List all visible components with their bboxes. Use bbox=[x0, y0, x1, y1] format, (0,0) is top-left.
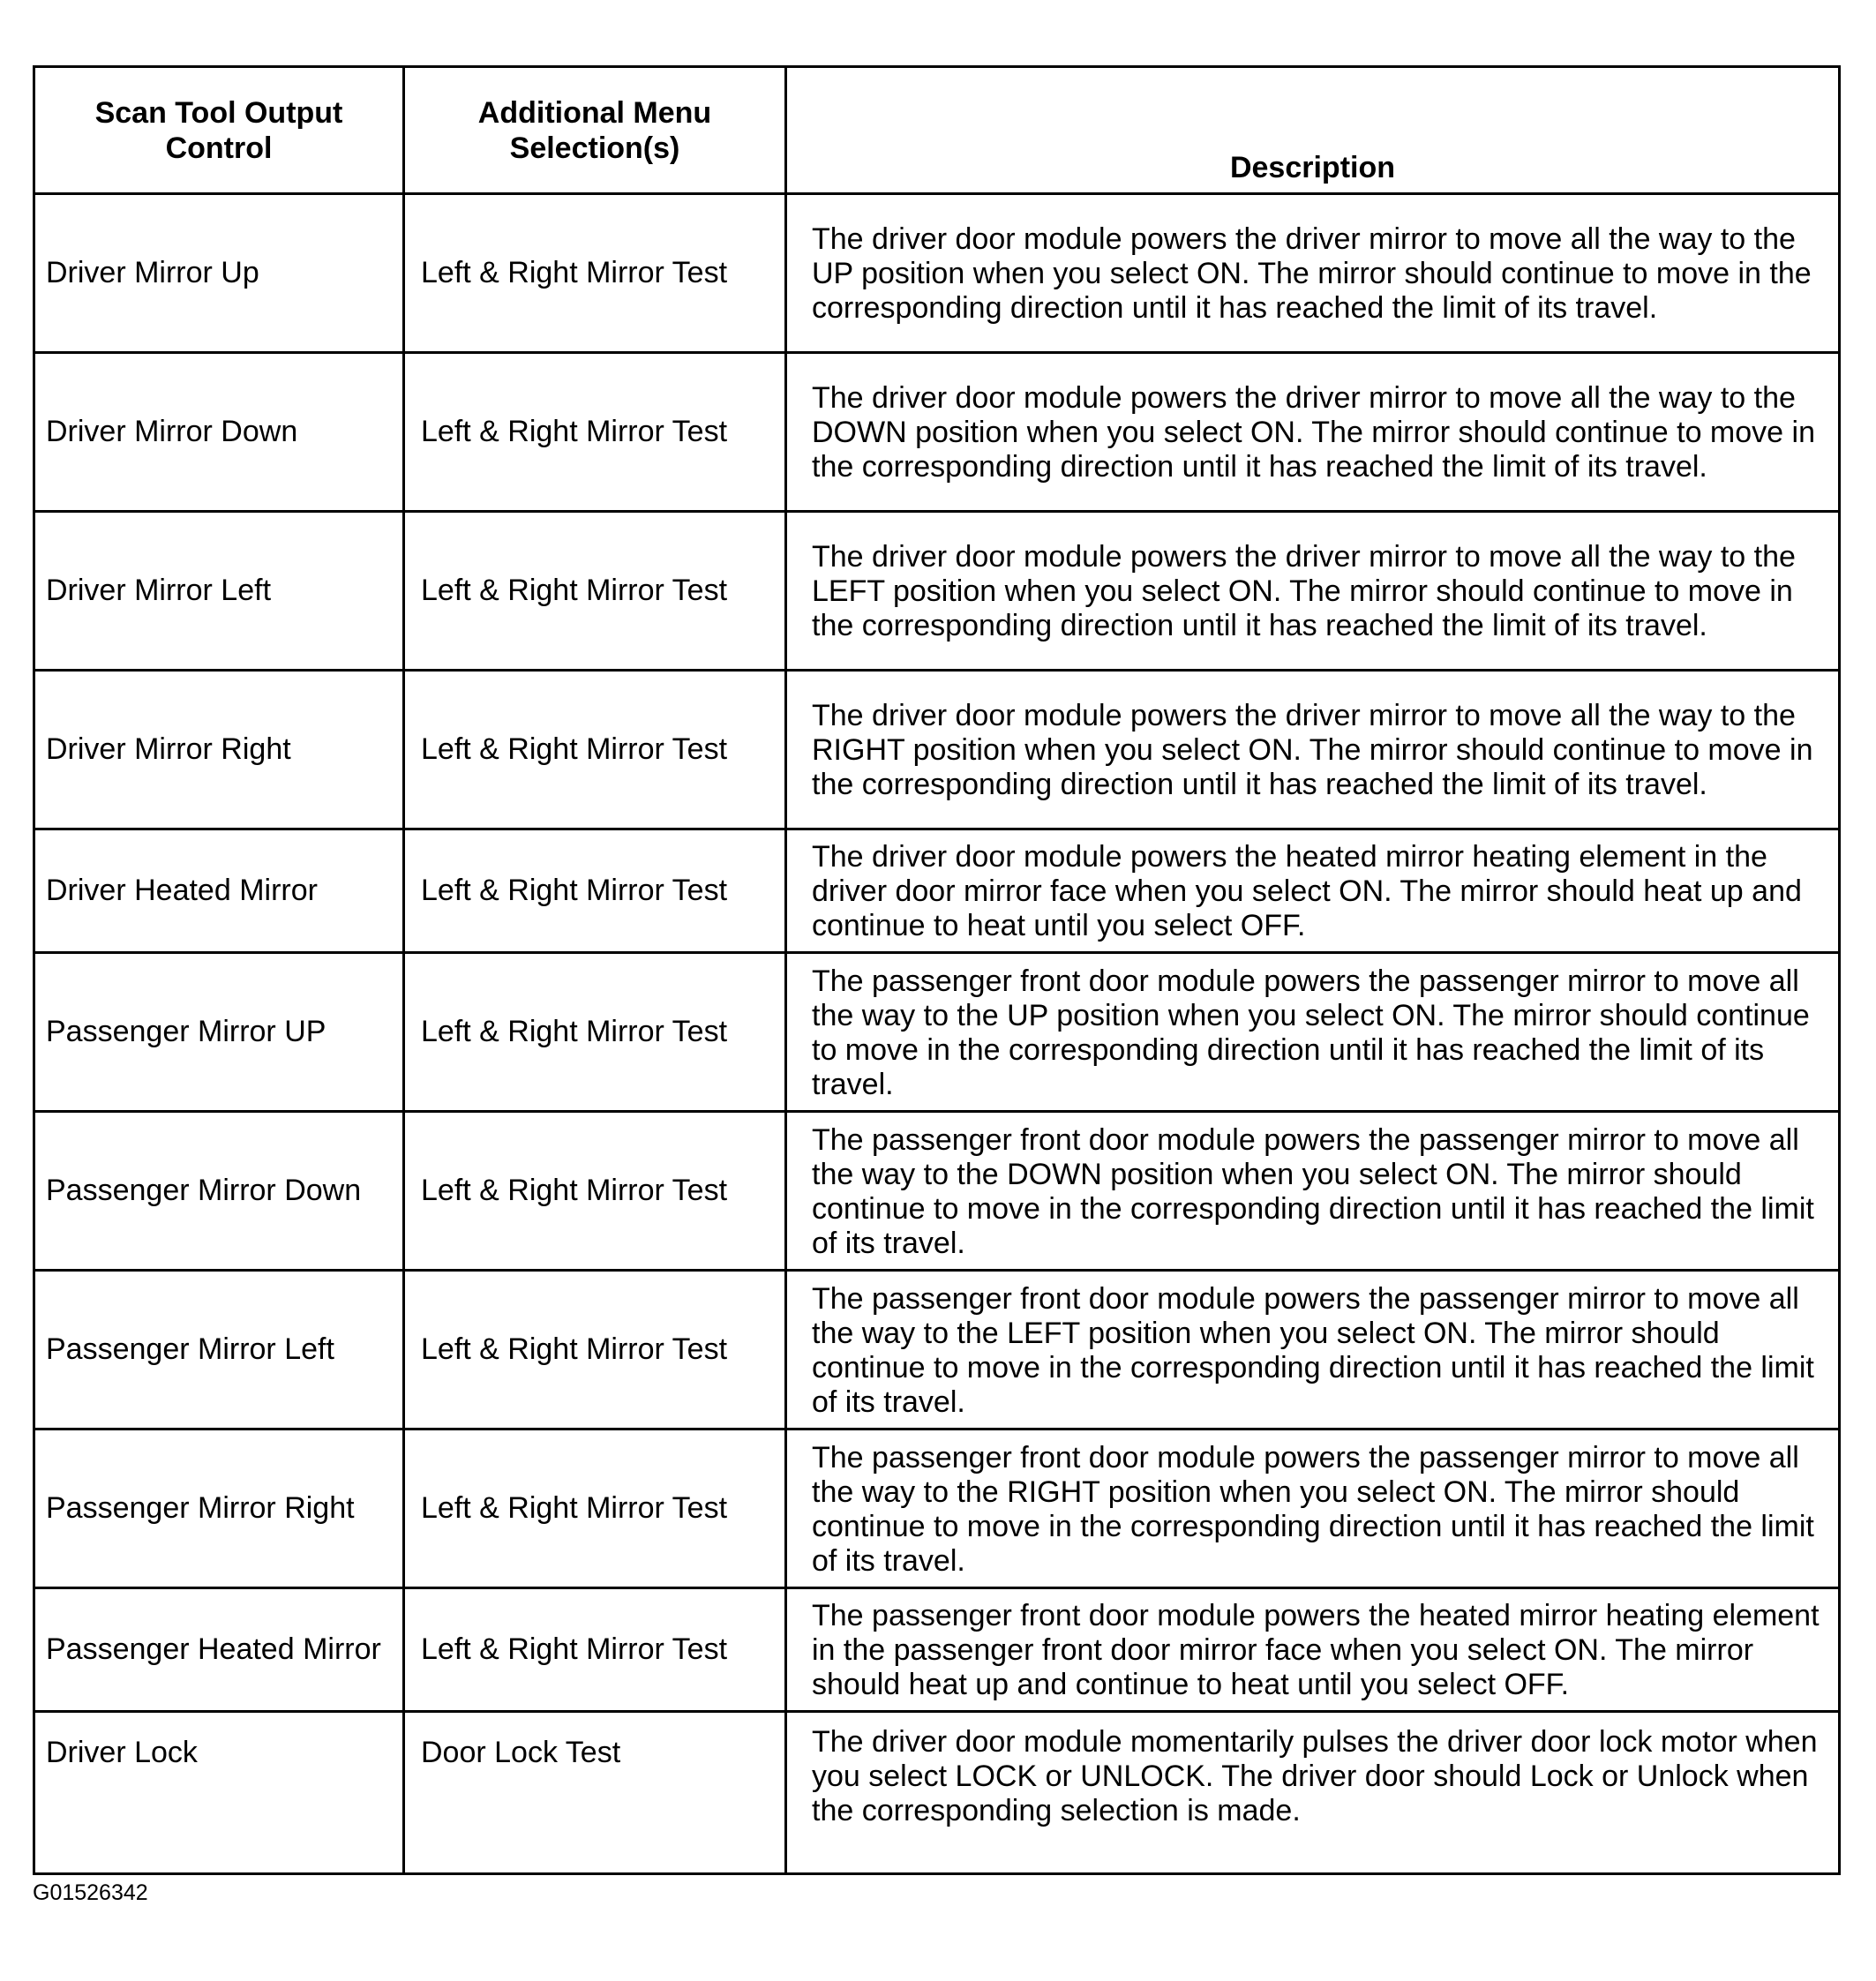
table-row bbox=[34, 512, 1840, 671]
description-cell: The passenger front door module powers the passenger mirror to move all the way to the LEFT position when you select ON. The mirror should continue to move in the corresponding direction until it has reached the limit of its travel. bbox=[786, 1271, 1840, 1429]
header-scan-tool-output-control: Scan Tool Output Control bbox=[34, 67, 404, 194]
menu-selection-cell: Left & Right Mirror Test bbox=[404, 1588, 786, 1712]
output-control-cell: Passenger Mirror UP bbox=[34, 953, 404, 1112]
table-row bbox=[34, 1429, 1840, 1588]
description-cell: The driver door module powers the driver mirror to move all the way to the UP position when you select ON. The mirror should continue to move in the corresponding direction until it has reached the limit of its travel. bbox=[786, 194, 1840, 353]
table-row bbox=[34, 1712, 1840, 1874]
description-cell: The driver door module momentarily pulses the driver door lock motor when you select LOCK or UNLOCK. The driver door should Lock or Unlock when the corresponding selection is made. bbox=[786, 1712, 1840, 1874]
description-cell: The driver door module powers the driver mirror to move all the way to the DOWN position when you select ON. The mirror should continue to move in the corresponding direction until it has reached the limit of its travel. bbox=[786, 353, 1840, 512]
figure-id: G01526342 bbox=[33, 1880, 148, 1905]
table-row bbox=[34, 1112, 1840, 1271]
menu-selection-cell: Left & Right Mirror Test bbox=[404, 829, 786, 953]
menu-selection-cell: Left & Right Mirror Test bbox=[404, 194, 786, 353]
description-cell: The driver door module powers the heated mirror heating element in the driver door mirror face when you select ON. The mirror should heat up and continue to heat until you select OFF. bbox=[786, 829, 1840, 953]
description-cell: The driver door module powers the driver mirror to move all the way to the LEFT position when you select ON. The mirror should continue to move in the corresponding direction until it has reached the limit of its travel. bbox=[786, 512, 1840, 671]
menu-selection-cell: Left & Right Mirror Test bbox=[404, 512, 786, 671]
output-control-cell: Passenger Heated Mirror bbox=[34, 1588, 404, 1712]
table-header bbox=[34, 67, 1840, 194]
output-control-cell: Driver Heated Mirror bbox=[34, 829, 404, 953]
menu-selection-cell: Left & Right Mirror Test bbox=[404, 1112, 786, 1271]
menu-selection-cell: Door Lock Test bbox=[404, 1712, 786, 1874]
output-control-cell: Driver Mirror Down bbox=[34, 353, 404, 512]
output-control-cell: Passenger Mirror Right bbox=[34, 1429, 404, 1588]
table-row bbox=[34, 194, 1840, 353]
output-control-cell: Passenger Mirror Left bbox=[34, 1271, 404, 1429]
table-row bbox=[34, 829, 1840, 953]
description-cell: The passenger front door module powers the passenger mirror to move all the way to the DOWN position when you select ON. The mirror should continue to move in the corresponding direction until it has reached the limit of its travel. bbox=[786, 1112, 1840, 1271]
output-control-table bbox=[33, 65, 1841, 1875]
header-row bbox=[34, 67, 1840, 194]
menu-selection-cell: Left & Right Mirror Test bbox=[404, 1429, 786, 1588]
output-control-cell: Driver Mirror Right bbox=[34, 671, 404, 829]
table-row bbox=[34, 953, 1840, 1112]
description-cell: The passenger front door module powers the heated mirror heating element in the passenger front door mirror face when you select ON. The mirror should heat up and continue to heat until you select OFF. bbox=[786, 1588, 1840, 1712]
output-control-cell: Passenger Mirror Down bbox=[34, 1112, 404, 1271]
table-row bbox=[34, 1588, 1840, 1712]
table-row bbox=[34, 353, 1840, 512]
header-additional-menu-selections: Additional Menu Selection(s) bbox=[404, 67, 786, 194]
description-cell: The passenger front door module powers the passenger mirror to move all the way to the RIGHT position when you select ON. The mirror should continue to move in the corresponding direction until it has reached the limit of its travel. bbox=[786, 1429, 1840, 1588]
output-control-cell: Driver Mirror Left bbox=[34, 512, 404, 671]
menu-selection-cell: Left & Right Mirror Test bbox=[404, 671, 786, 829]
menu-selection-cell: Left & Right Mirror Test bbox=[404, 953, 786, 1112]
menu-selection-cell: Left & Right Mirror Test bbox=[404, 353, 786, 512]
description-cell: The driver door module powers the driver mirror to move all the way to the RIGHT position when you select ON. The mirror should continue to move in the corresponding direction until it has reached the limit of its travel. bbox=[786, 671, 1840, 829]
header-description: Description bbox=[786, 67, 1840, 194]
menu-selection-cell: Left & Right Mirror Test bbox=[404, 1271, 786, 1429]
output-control-cell: Driver Lock bbox=[34, 1712, 404, 1874]
output-control-cell: Driver Mirror Up bbox=[34, 194, 404, 353]
description-cell: The passenger front door module powers the passenger mirror to move all the way to the UP position when you select ON. The mirror should continue to move in the corresponding direction until it has reached the limit of its travel. bbox=[786, 953, 1840, 1112]
table-row bbox=[34, 1271, 1840, 1429]
table-body bbox=[34, 194, 1840, 1874]
table-row bbox=[34, 671, 1840, 829]
